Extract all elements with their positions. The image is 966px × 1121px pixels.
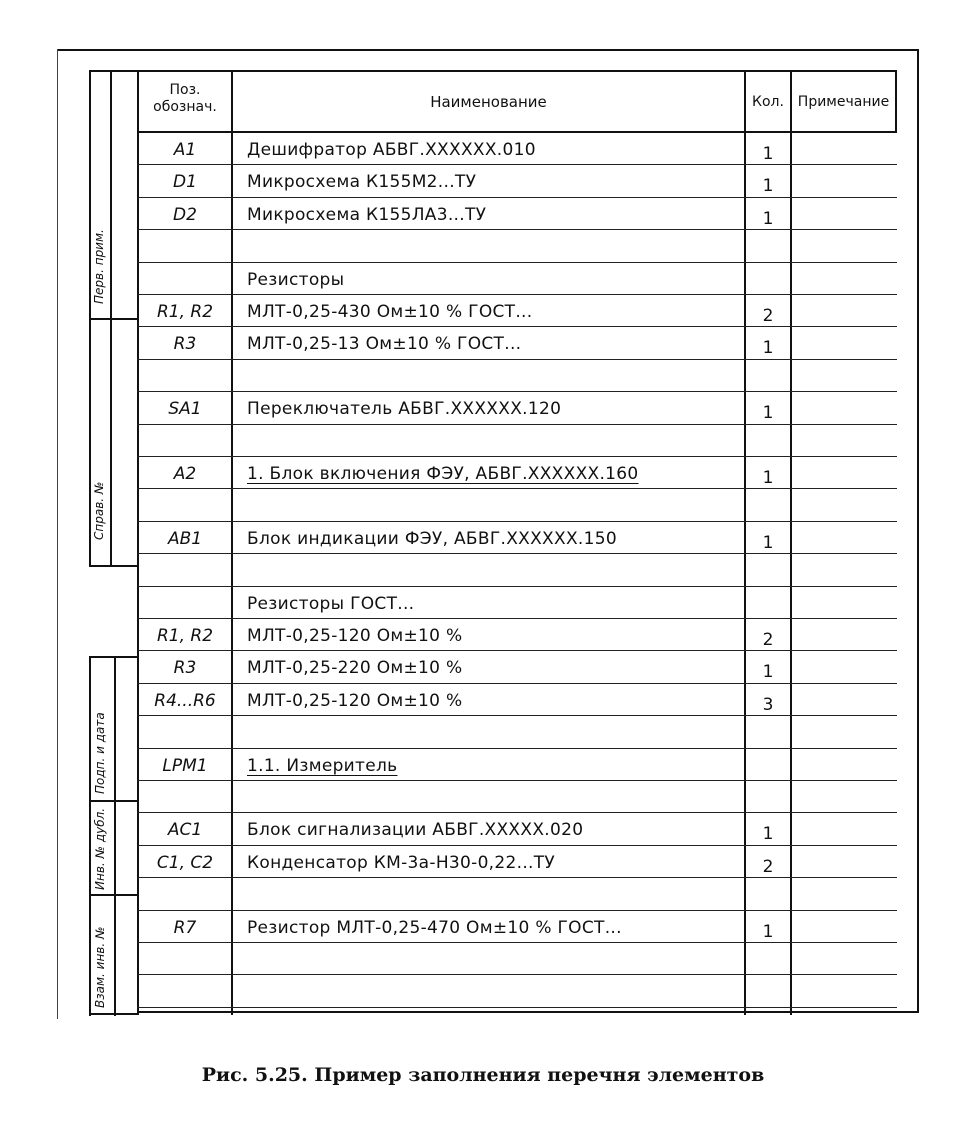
stamp-lower-bottom-line — [89, 1013, 139, 1015]
row-qty: 1 — [762, 338, 774, 358]
stamp-label-vzam-inv: Взам. инв. № — [93, 926, 107, 1008]
row-name — [247, 750, 737, 782]
row-qty: 1 — [762, 176, 774, 196]
stamp-lower-divider-2 — [89, 894, 139, 896]
stamp-label-inv-dubl: Инв. № дубл. — [93, 807, 107, 890]
stamp-lower-top-line — [89, 656, 139, 658]
row-pos-designation: R3 — [173, 658, 197, 678]
stamp-label-perv-prim: Перв. прим. — [92, 229, 106, 304]
row-name — [247, 328, 737, 360]
stamp-upper-bottom-line — [89, 565, 139, 567]
row-name — [247, 814, 737, 846]
row-qty: 1 — [762, 922, 774, 942]
row-name-text: Дешифратор АБВГ.XXXXXX.010 — [247, 140, 536, 160]
row-divider — [137, 1007, 897, 1008]
frame-bottom-line — [139, 1011, 919, 1013]
row-name-text: Конденсатор КМ-3а-Н30-0,22...ТУ — [247, 853, 556, 873]
stamp-upper-top-line — [89, 70, 139, 72]
header-pos: Поз. обознач. — [153, 82, 217, 115]
row-name — [247, 458, 737, 490]
row-name-text: МЛТ-0,25-120 Ом±10 % — [247, 691, 463, 711]
row-pos-designation: R7 — [173, 918, 197, 938]
row-pos-designation: AC1 — [167, 820, 203, 840]
row-divider — [137, 812, 897, 813]
row-pos-designation: R4...R6 — [154, 691, 216, 711]
row-name — [247, 166, 737, 198]
row-name — [247, 134, 737, 166]
row-qty: 1 — [762, 533, 774, 553]
row-qty: 1 — [762, 144, 774, 164]
stamp-lower-mid-line — [114, 656, 116, 1016]
row-pos-designation: AB1 — [167, 529, 203, 549]
row-qty: 1 — [762, 209, 774, 229]
row-pos-designation: LPM1 — [162, 756, 208, 776]
row-qty: 2 — [762, 630, 774, 650]
row-name — [247, 523, 737, 555]
row-name-text: Резисторы ГОСТ... — [247, 594, 415, 614]
row-qty: 1 — [762, 468, 774, 488]
row-name-text: МЛТ-0,25-220 Ом±10 % — [247, 658, 463, 678]
row-pos-designation: SA1 — [168, 399, 202, 419]
row-name-text: МЛТ-0,25-430 Ом±10 % ГОСТ... — [247, 302, 533, 322]
frame-top-line — [57, 49, 919, 51]
stamp-lower-divider-1 — [89, 800, 139, 802]
row-name — [247, 264, 737, 296]
row-name-text: Блок сигнализации АБВГ.XXXXX.020 — [247, 820, 584, 840]
row-qty: 2 — [762, 306, 774, 326]
col-line-name-left — [231, 70, 233, 1015]
row-name — [247, 588, 737, 620]
row-name — [247, 620, 737, 652]
row-divider — [137, 586, 897, 587]
col-line-note-right — [895, 70, 897, 132]
row-qty: 1 — [762, 662, 774, 682]
row-name-text: 1.1. Измеритель — [247, 756, 398, 776]
frame-right-line — [917, 49, 919, 1013]
row-name — [247, 847, 737, 879]
row-name-text: Резистор МЛТ-0,25-470 Ом±10 % ГОСТ... — [247, 918, 622, 938]
row-pos-designation: A2 — [173, 464, 197, 484]
row-pos-designation: D2 — [173, 205, 197, 225]
stamp-label-sprav-no: Справ. № — [92, 481, 106, 540]
row-name-text: 1. Блок включения ФЭУ, АБВГ.XXXXXX.160 — [247, 464, 639, 484]
row-name-text: МЛТ-0,25-13 Ом±10 % ГОСТ... — [247, 334, 522, 354]
row-divider — [137, 910, 897, 911]
figure-caption: Рис. 5.25. Пример заполнения перечня элементов — [201, 1064, 765, 1086]
row-divider — [137, 262, 897, 263]
row-name-text: МЛТ-0,25-120 Ом±10 % — [247, 626, 463, 646]
row-pos-designation: C1, C2 — [156, 853, 214, 873]
row-pos-designation: R1, R2 — [156, 302, 214, 322]
row-name — [247, 199, 737, 231]
row-divider — [137, 748, 897, 749]
row-divider — [137, 974, 897, 975]
row-name — [247, 393, 737, 425]
row-divider — [137, 456, 897, 457]
row-divider — [137, 521, 897, 522]
row-qty: 2 — [762, 857, 774, 877]
stamp-lower-left-line — [89, 656, 91, 1016]
row-pos-designation: R3 — [173, 334, 197, 354]
frame-left-line — [57, 49, 58, 1019]
header-note: Примечание — [797, 94, 890, 110]
row-name — [247, 652, 737, 684]
row-name-text: Блок индикации ФЭУ, АБВГ.XXXXXX.150 — [247, 529, 617, 549]
header-bottom-line — [137, 131, 897, 133]
row-qty: 1 — [762, 403, 774, 423]
row-name — [247, 685, 737, 717]
row-pos-designation: D1 — [173, 172, 197, 192]
stamp-upper-divider — [89, 318, 139, 320]
header-name: Наименование — [430, 93, 547, 111]
row-name-text: Микросхема К155М2...ТУ — [247, 172, 477, 192]
row-divider — [137, 391, 897, 392]
row-qty: 3 — [762, 695, 774, 715]
row-name-text: Резисторы — [247, 270, 345, 290]
header-qty: Кол. — [752, 94, 784, 110]
col-line-note-left — [790, 70, 792, 1015]
stamp-label-podp-data: Подп. и дата — [93, 712, 107, 794]
row-name — [247, 912, 737, 944]
table-top-line — [137, 70, 897, 72]
row-name-text: Микросхема К155ЛА3...ТУ — [247, 205, 487, 225]
row-pos-designation: R1, R2 — [156, 626, 214, 646]
row-qty: 1 — [762, 824, 774, 844]
row-name — [247, 296, 737, 328]
row-pos-designation: A1 — [173, 140, 197, 160]
row-name-text: Переключатель АБВГ.XXXXXX.120 — [247, 399, 562, 419]
